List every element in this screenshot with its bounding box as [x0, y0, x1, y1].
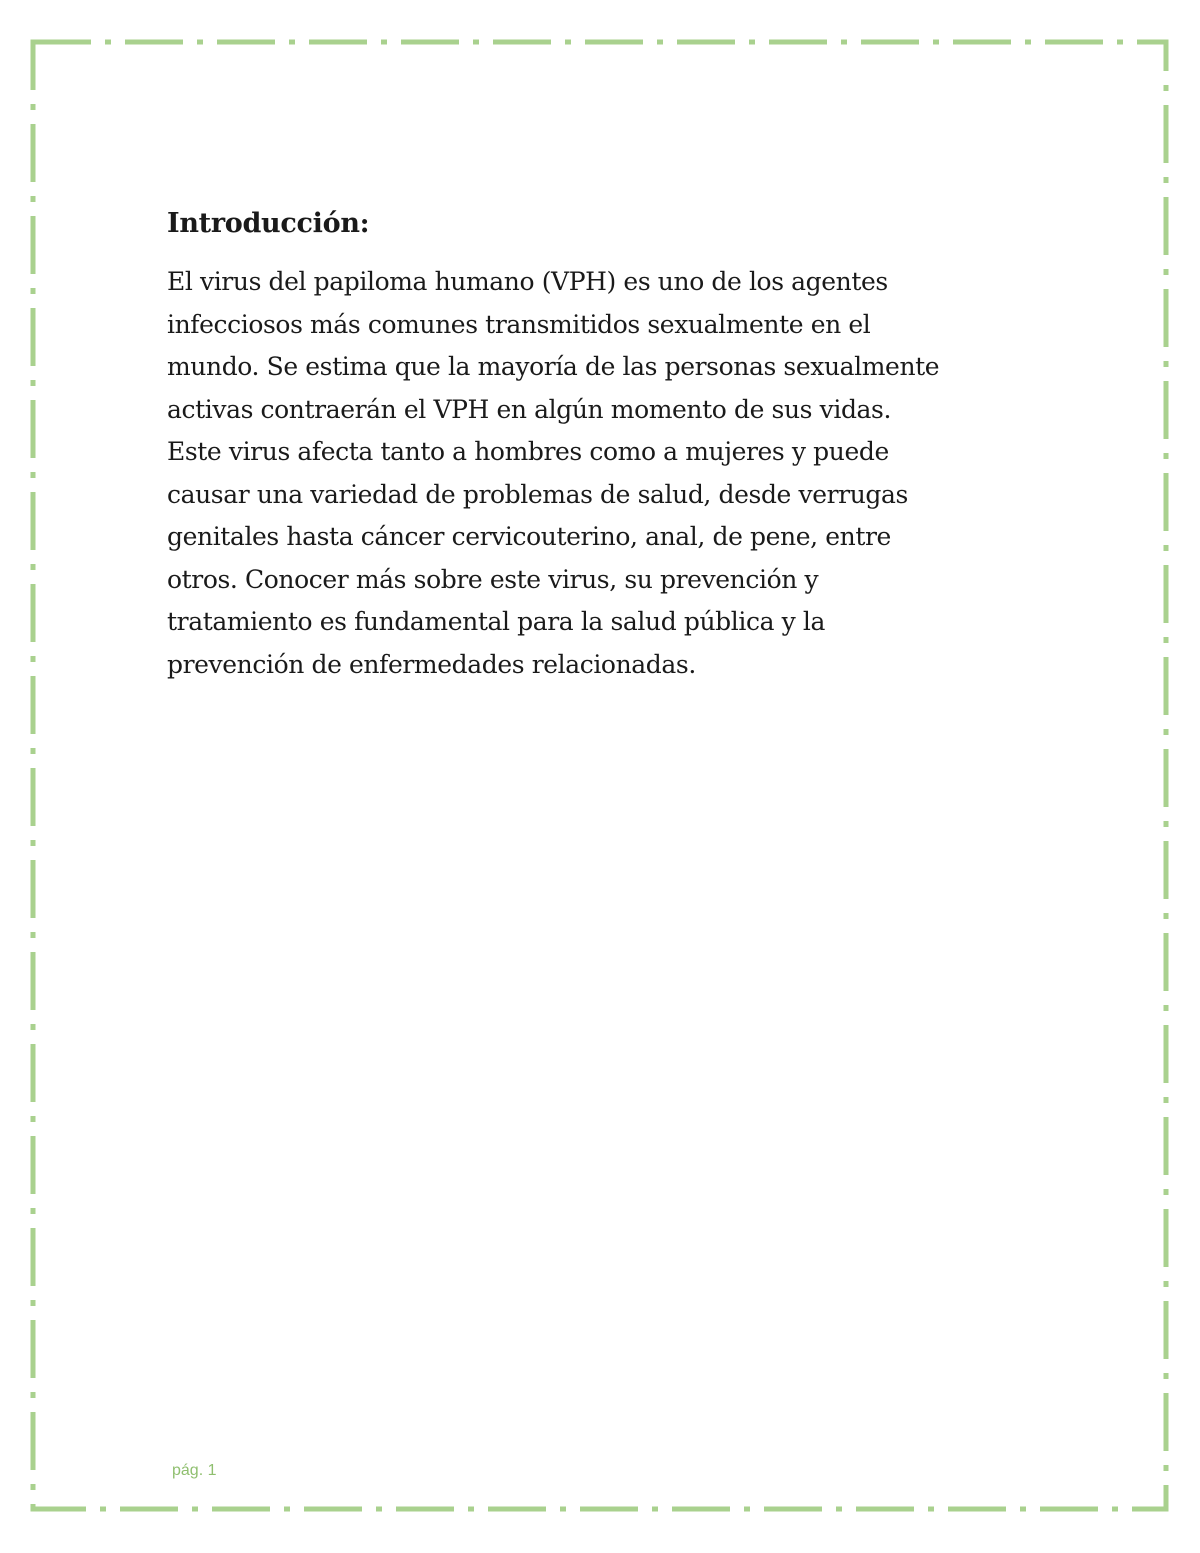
paragraph-line: infecciosos más comunes transmitidos sexualmente en el [167, 309, 871, 339]
paragraph-line: causar una variedad de problemas de salud, desde verrugas [167, 479, 908, 509]
paragraph-line: otros. Conocer más sobre este virus, su prevención y [167, 564, 819, 594]
paragraph-line: mundo. Se estima que la mayoría de las personas sexualmente [167, 352, 940, 381]
paragraph-line: tratamiento es fundamental para la salud pública y la [167, 607, 825, 636]
document-content [167, 208, 1047, 686]
paragraph-line: El virus del papiloma humano (VPH) es uno de los agentes [167, 267, 888, 296]
paragraph-line: prevención de enfermedades relacionadas. [167, 649, 696, 679]
page-number: pág. 1 [172, 1462, 217, 1479]
section-heading: Introducción: [167, 208, 370, 239]
intro-paragraph [167, 261, 1047, 686]
paragraph-line: Este virus afecta tanto a hombres como a mujeres y puede [167, 437, 889, 466]
paragraph-line: genitales hasta cáncer cervicouterino, anal, de pene, entre [167, 522, 891, 551]
paragraph-line: activas contraerán el VPH en algún momento de sus vidas. [167, 394, 892, 424]
